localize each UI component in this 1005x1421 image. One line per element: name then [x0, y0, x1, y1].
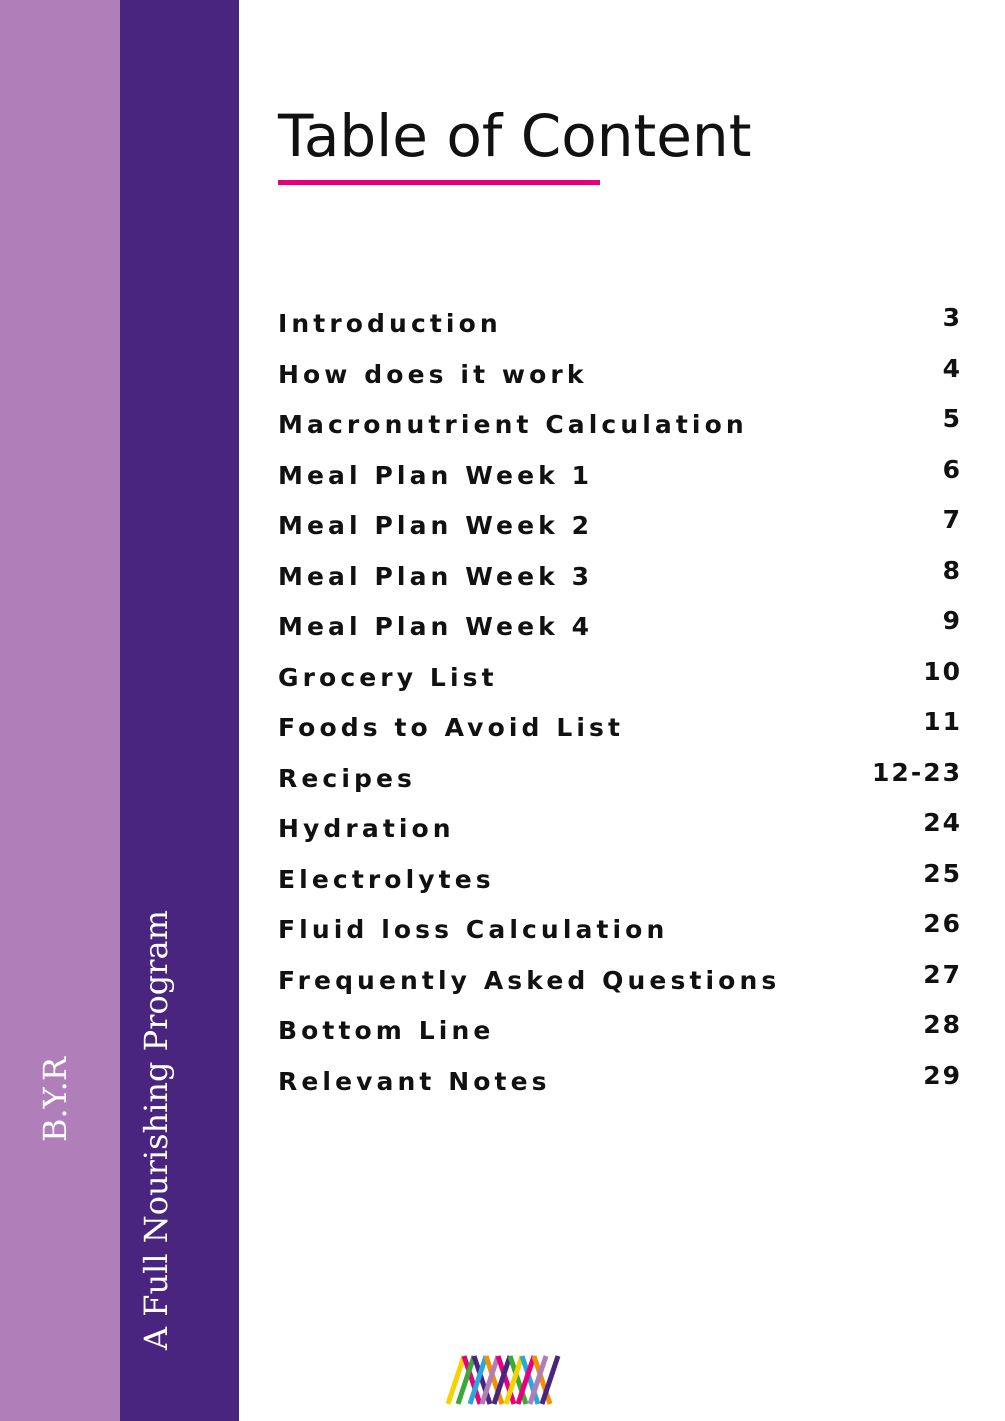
toc-entry	[278, 808, 962, 859]
title-underline	[278, 180, 600, 185]
toc-entry-page: 10	[923, 656, 962, 686]
toc-entry-title: Recipes	[278, 763, 417, 793]
toc-entry-title: Foods to Avoid List	[278, 713, 625, 742]
toc-entry-page: 4	[942, 353, 962, 383]
toc-entry	[278, 1010, 962, 1061]
toc-entry-page: 26	[923, 909, 962, 938]
toc-entry	[278, 657, 962, 708]
toc-entry-title: Grocery List	[278, 662, 498, 692]
toc-entry-page: 6	[942, 454, 962, 484]
spine-byr: B.Y.R	[36, 1057, 74, 1142]
toc-entry-title: Frequently Asked Questions	[278, 965, 781, 995]
toc-entry-page: 3	[942, 303, 962, 332]
toc-entry	[278, 354, 962, 405]
toc-entry-page: 12-23	[872, 757, 962, 787]
toc-entry-page: 7	[942, 505, 962, 534]
toc-entry-title: How does it work	[278, 359, 588, 389]
left-color-band	[0, 0, 120, 1421]
toc-entry-title: Introduction	[278, 309, 502, 338]
toc-entry	[278, 859, 962, 910]
toc-entry	[278, 303, 962, 354]
toc-entry	[278, 707, 962, 758]
toc-entry-page: 5	[942, 404, 962, 433]
toc-entry-page: 24	[923, 808, 962, 837]
toc-entry-title: Hydration	[278, 814, 455, 843]
toc-entry-title: Meal Plan Week 1	[278, 460, 594, 490]
toc-entry-page: 29	[923, 1060, 962, 1090]
toc-entry	[278, 606, 962, 657]
page-title: Table of Content	[278, 102, 752, 170]
toc-entry-title: Electrolytes	[278, 864, 495, 894]
toc-entry	[278, 1061, 962, 1112]
toc-entry-title: Macronutrient Calculation	[278, 410, 748, 439]
toc-entry	[278, 455, 962, 506]
toc-entry-title: Meal Plan Week 4	[278, 612, 594, 641]
toc-entry-page: 27	[923, 959, 962, 989]
toc-entry-title: Fluid loss Calculation	[278, 915, 669, 944]
toc-entry	[278, 505, 962, 556]
spine-program-name: A Full Nourishing Program	[137, 910, 175, 1350]
toc-entry	[278, 960, 962, 1011]
table-of-contents	[278, 303, 962, 1111]
toc-entry-page: 11	[923, 707, 962, 736]
toc-entry-title: Relevant Notes	[278, 1066, 551, 1096]
toc-entry-title: Meal Plan Week 3	[278, 561, 594, 591]
toc-entry-page: 9	[942, 606, 962, 635]
toc-entry	[278, 556, 962, 607]
toc-entry-title: Meal Plan Week 2	[278, 511, 594, 540]
toc-entry	[278, 404, 962, 455]
toc-entry-title: Bottom Line	[278, 1016, 495, 1045]
multicolor-lattice-logo-icon	[444, 1352, 562, 1408]
toc-entry	[278, 758, 962, 809]
toc-entry-page: 8	[942, 555, 962, 585]
toc-entry-page: 28	[923, 1010, 962, 1039]
toc-entry	[278, 909, 962, 960]
toc-entry-page: 25	[923, 858, 962, 888]
